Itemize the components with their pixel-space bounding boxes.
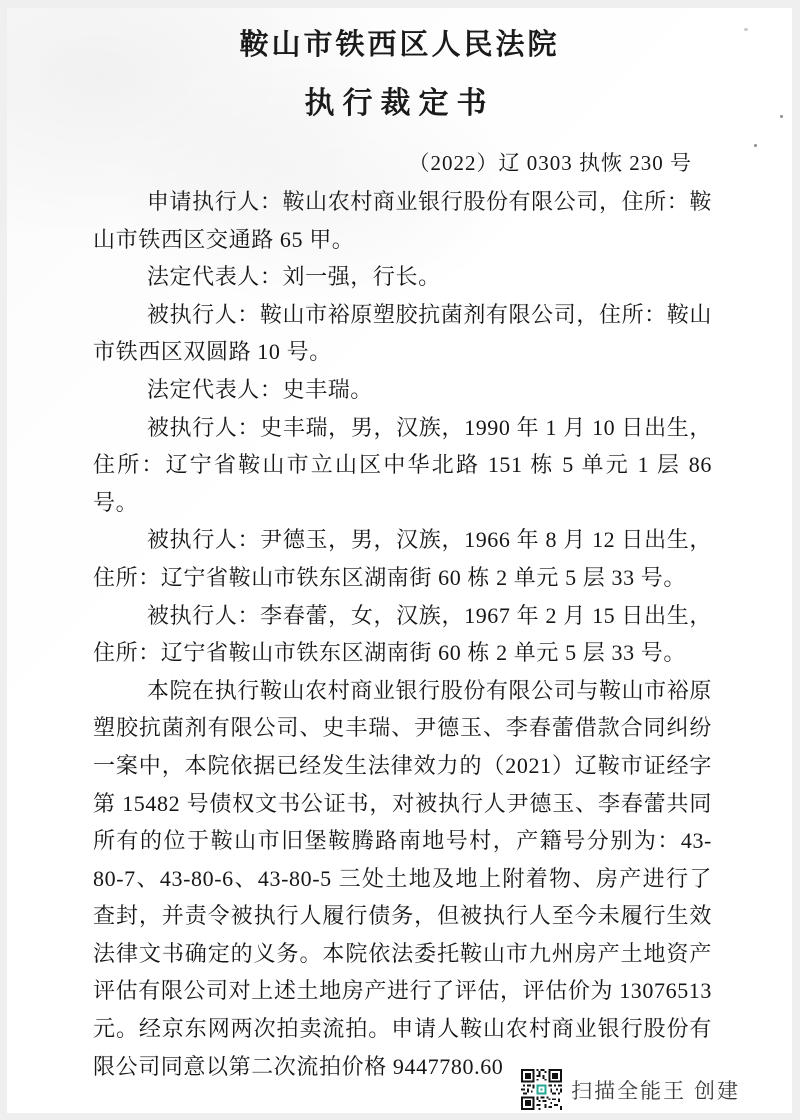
- document-body: [93, 183, 712, 1085]
- paragraph: 申请执行人：鞍山农村商业银行股份有限公司，住所：鞍山市铁西区交通路 65 甲。: [93, 189, 712, 252]
- watermark-text: 扫描全能王 创建: [571, 1079, 740, 1103]
- paragraph: 被执行人：鞍山市裕原塑胶抗菌剂有限公司，住所：鞍山市铁西区双圆路 10 号。: [93, 301, 712, 365]
- scan-speck: [754, 144, 757, 147]
- paragraph: 本院在执行鞍山农村商业银行股份有限公司与鞍山市裕原塑胶抗菌剂有限公司、史丰瑞、尹德玉、李春蕾借款合同纠纷一案中，本院依据已经发生法律效力的（2021）辽鞍市证经字第 15482 号债权文书公证书，对被执行人尹德玉、李春蕾共同所有的位于鞍山市旧堡鞍腾路南地号村，产籍号分别为：43-80-7、43-80-6、43-80-5 三处土地及地上附着物、房产进行了查封，并责令被执行人履行债务，但被执行人至今未履行生效法律文书确定的义务。本院依法委托鞍山市九州房产土地资产评估有限公司对上述土地房产进行了评估，评估价为 13076513 元。经京东网两次拍卖流拍。申请人鞍山农村商业银行股份有限公司同意以第二次流拍价格 9447780.60: [93, 677, 712, 1079]
- paragraph: 法定代表人：史丰瑞。: [146, 376, 373, 402]
- paragraph: 被执行人：史丰瑞，男，汉族，1990 年 1 月 10 日出生，住所：辽宁省鞍山市立山区中华北路 151 栋 5 单元 1 层 86 号。: [93, 414, 712, 515]
- document-title: 执行裁定书: [304, 87, 495, 120]
- scan-speck: [780, 115, 783, 118]
- paragraph: 被执行人：尹德玉，男，汉族，1966 年 8 月 12 日出生，住所：辽宁省鞍山市铁东区湖南街 60 栋 2 单元 5 层 33 号。: [93, 527, 712, 590]
- paragraph: 被执行人：李春蕾，女，汉族，1967 年 2 月 15 日出生，住所：辽宁省鞍山市铁东区湖南街 60 栋 2 单元 5 层 33 号。: [93, 602, 712, 666]
- scanner-watermark: [521, 1069, 740, 1110]
- document-page: [7, 8, 792, 1113]
- paragraph: 法定代表人：刘一强，行长。: [146, 264, 441, 290]
- scan-speck: [744, 28, 748, 31]
- qr-code-icon: [521, 1069, 562, 1110]
- court-name: 鞍山市铁西区人民法院: [239, 29, 560, 61]
- case-number: （2022）辽 0303 执恢 230 号: [408, 151, 692, 175]
